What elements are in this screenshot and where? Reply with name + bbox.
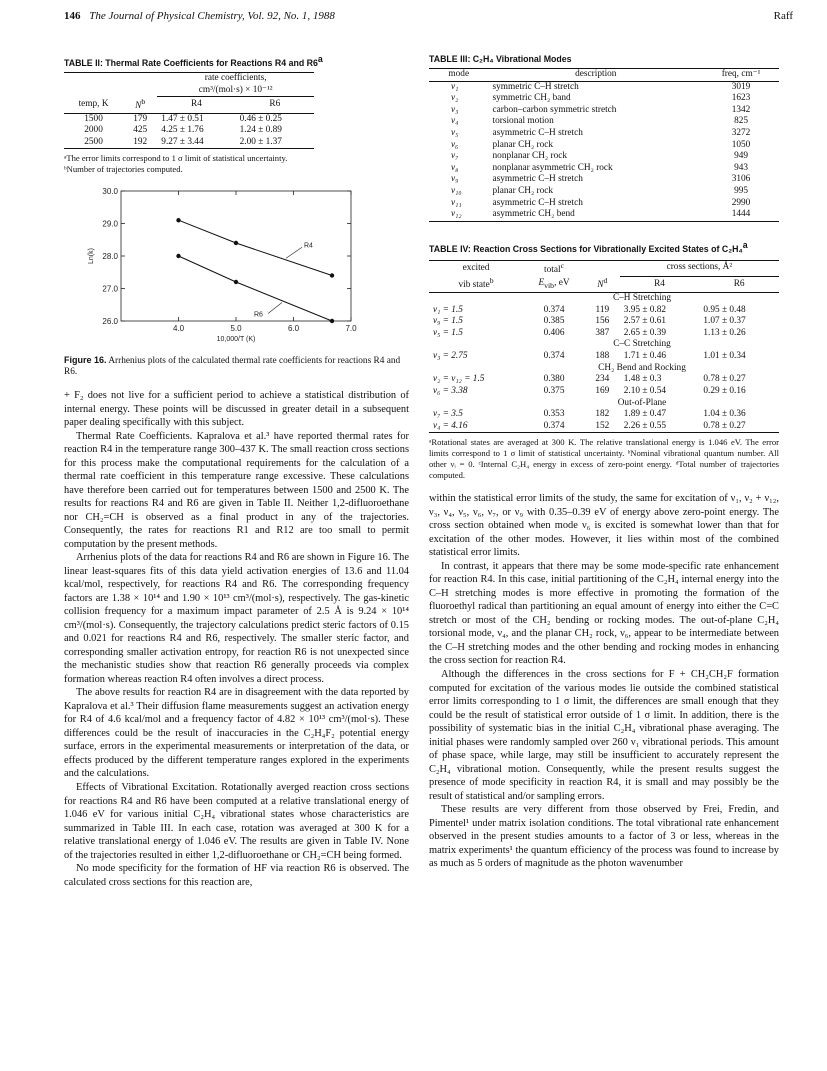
- table4-head-r4: R4: [654, 278, 665, 289]
- table-row: ν₉ asymmetric C–H stretch 3106: [451, 174, 751, 185]
- table2-col-r4: R4: [191, 99, 202, 110]
- table-row: ν₁ = 1.5 0.374 119 3.95 ± 0.82 0.95 ± 0.48: [433, 304, 746, 315]
- y-tick-label: 28.0: [102, 251, 118, 261]
- running-author: Raff: [773, 10, 793, 22]
- table3-title: C₂H₄ Vibrational Modes: [472, 54, 572, 64]
- paragraph: The above results for reaction R4 are in disagreement with the data reported by Kapralova et al.³ Their diffusion flame measurements suggest an activation energy for R4 of 4.6 kcal/mol and a frequency factor of 4.82 × 10¹³ cm³/(mol·s). These differences could be the result of inaccuracies in the C₂H₄F₂ potential energy surface, errors in the experimental measurements or interpretation of the data, or effects produced by the different temperature ranges explored in the experiments and the calculations.: [64, 687, 409, 780]
- figure16-label: Figure 16.: [64, 354, 107, 365]
- data-point-r6: [176, 254, 180, 258]
- y-tick-label: 26.0: [102, 316, 118, 326]
- paragraph: Effects of Vibrational Excitation. Rotationally averged reaction cross sections for reactions R4 and R6 have been computed at a relative translational energy of 1.046 eV for various initial C₂H₄ vibrational states whose characteristics are summarized in Table III. In each case, rotation was averaged at 300 K for a relative translational energy of 1.046 eV. The results are given in Table IV. None of the trajectories resulted in either 1,2-difluoroethane or CH₂=CH being formed.: [64, 781, 409, 861]
- table-row: ν₅ asymmetric C–H stretch 3272: [451, 128, 751, 139]
- table-row: ν₁ symmetric C–H stretch 3019: [451, 81, 751, 92]
- table3-col-desc: description: [575, 69, 617, 79]
- table2-label: TABLE II:: [64, 58, 103, 69]
- table-row: ν₃ = 2.75 0.374 188 1.71 ± 0.46 1.01 ± 0.34: [433, 351, 746, 362]
- table4-head-evib: $E_{vib}$, eV: [538, 277, 570, 290]
- data-point-r4: [330, 273, 334, 277]
- table2-caption: TABLE II: Thermal Rate Coefficients for Reactions R4 and R6$^a$: [64, 54, 323, 69]
- right-body-text: [429, 492, 779, 870]
- table4-head-vibstate: vib state$^b$: [458, 276, 494, 291]
- paragraph: No mode specificity for the formation of HF via reaction R6 is observed. The calculated cross sections for this reaction are,: [64, 863, 409, 888]
- table-row: ν₂ = ν₁₂ = 1.5 0.380 234 1.48 ± 0.3 0.78 ± 0.27: [433, 374, 746, 385]
- table2-units: cm³/(mol·s) × 10⁻¹²: [157, 85, 314, 97]
- table-group-heading: Out-of-Plane: [617, 397, 667, 408]
- table-row: ν₈ nonplanar asymmetric CH₂ rock 943: [451, 162, 749, 173]
- paragraph: within the statistical error limits of the study, the same for excitation of ν₁, ν₂ + ν₁₂, ν₃, ν₄, ν₅, ν₆, ν₇, or ν₉ with 0.35–0.39 eV of energy above zero-point energy. The cross section obtained when mode ν₆ is excited is somewhat lower than that for excitation of the other modes. However, it lies within most of the combined statistical error limits.: [429, 493, 779, 559]
- x-tick-label: 7.0: [345, 323, 357, 333]
- journal-title: The Journal of Physical Chemistry, Vol. 92, No. 1, 1988: [89, 10, 335, 22]
- figure16-caption: [64, 355, 409, 379]
- paragraph: Although the differences in the cross sections for F + CH₂CH₂F formation computed for excitation of the various modes lie outside the combined statistical error limits corresponding to 1 σ limit, the differences are small enough that they could be the result of statistical error outside of 1 σ limit. In addition, there is the possibility of systematic bias in the initial C₂H₄ vibrational phase averaging. The initial phases were randomly sampled over 260 ν₁ vibrational periods. This amount of phase space, while large, may still be insufficient to accurately represent the C₂H₄ vibrational motion. Consequently, while the present results suggest the presence of mode specificity in reaction R4, it is small and may possibly be the result of statistical and/or sampling errors.: [429, 668, 779, 802]
- table2-col-r6: R6: [269, 99, 281, 110]
- data-point-r6: [234, 280, 238, 284]
- table4-head-total: total$^c$: [544, 260, 565, 275]
- table-row: 2000 425 4.25 ± 1.76 1.24 ± 0.89: [84, 125, 282, 136]
- page-header: [64, 10, 793, 24]
- table-row: ν₉ = 1.5 0.385 156 2.57 ± 0.61 1.07 ± 0.37: [433, 316, 746, 327]
- table2-group-head: rate coefficients,: [204, 73, 267, 84]
- y-axis-label: Ln(k): [88, 247, 95, 264]
- series-label-r4: R4: [304, 242, 313, 250]
- table-row: 1500 179 1.47 ± 0.51 0.46 ± 0.25: [84, 113, 282, 124]
- table-row: ν₄ torsional motion 825: [451, 116, 749, 127]
- data-point-r4: [234, 241, 238, 245]
- table3-col-mode: mode: [448, 69, 470, 79]
- table3-label: TABLE III:: [429, 54, 471, 64]
- series-label-leader: [286, 247, 302, 258]
- table4-head-n: $N^d$: [597, 276, 608, 291]
- table-row: ν₃ carbon–carbon symmetric stretch 1342: [451, 104, 751, 115]
- table-row: ν₅ = 1.5 0.406 387 2.65 ± 0.39 1.13 ± 0.26: [433, 327, 746, 338]
- table-group-heading: C–H Stretching: [612, 293, 672, 304]
- series-label-leader: [268, 302, 282, 313]
- table2-col-temp: temp, K: [78, 98, 109, 109]
- paragraph: In contrast, it appears that there may be some mode-specific rate enhancement for reaction R4. In this case, initial partitioning of the C₂H₄ internal energy into the C–H stretching modes is more effective in promoting the formation of the fluoroethyl radical than partitioning an equal amount of energy into either the C=C stretch or most of the CH₂ bending or rocking modes. The out-of-plane C₂H₄ torsional mode, ν₄, and the planar CH₂ rock, ν₆, appear to be intermediate between the C–H stretching modes and the other bending and rocking modes in enhancing the cross section for reaction R4.: [429, 560, 779, 667]
- table4-label: TABLE IV:: [429, 244, 471, 255]
- table2-title: Thermal Rate Coefficients for Reactions R4 and R6: [105, 58, 318, 69]
- paragraph: These results are very different from those observed by Frei, Fredin, and Pimentel¹ under matrix isolation conditions. The total vibrational rate enhancement observed in the present studies amounts to a factor of 3 or less, whereas in the matrix experiments¹ the quantum efficiency of the process was found to increase by as much as 5 orders of magnitude as the photon wavenumber: [429, 804, 779, 870]
- table2: [64, 72, 314, 149]
- left-column: [64, 54, 409, 889]
- table4-head-cross: cross sections, Å²: [620, 260, 779, 276]
- y-tick-label: 29.0: [102, 219, 118, 229]
- table-row: ν₄ = 4.16 0.374 152 2.26 ± 0.55 0.78 ± 0.27: [429, 421, 779, 433]
- table2-footnotes: ᵃThe error limits correspond to 1 σ limit of statistical uncertainty. ᵇNumber of trajectories computed.: [64, 153, 288, 175]
- arrhenius-chart: [64, 183, 409, 351]
- table4-head-excited: excited: [462, 262, 490, 273]
- paragraph: Arrhenius plots of the data for reactions R4 and R6 are shown in Figure 16. The linear least-squares fits of this data yield activation energies of 13.6 and 11.04 kcal/mol, respectively, for reactions R4 and R6. The corresponding frequency factors are 1.38 × 10¹⁴ and 1.90 × 10¹³ cm³/(mol·s), respectively. The gas-kinetic collision frequency for a maximum impact parameter of 2.5 Å is 9.24 × 10¹⁴ cm³/(mol·s). Consequently, the trajectory calculations predict steric factors of 0.15 and 0.021 for reactions R4 and R6, respectively. The smaller steric factor, and corresponding smaller activation entropy, for reaction R6 is not unexpected since the mechanistic studies show that reaction R6 generally proceeds via complex formation whereas reaction R4 often involves a direct process.: [64, 552, 409, 685]
- table4-title: Reaction Cross Sections for Vibrationally Excited States of C₂H₄: [473, 244, 743, 255]
- series-label-r6: R6: [254, 311, 263, 319]
- table4-head-r6: R6: [733, 278, 745, 289]
- table-row: ν₆ planar CH₂ rock 1050: [451, 139, 751, 150]
- table4-body: [429, 293, 779, 433]
- table4-footnote: ᵃRotational states are averaged at 300 K. The relative translational energy is 1.046 eV. The error limits correspond to 1 σ limit of statistical uncertainty. ᵇNominal vibrational quantum number. All other νᵢ = 0. ᶜInternal C₂H₄ energy in excess of zero-point energy. ᵈTotal number of trajectories computed.: [429, 437, 779, 480]
- table-row: ν₇ nonplanar CH₂ rock 949: [451, 151, 749, 162]
- table-row: 2500 192 9.27 ± 3.44 2.00 ± 1.37: [64, 137, 314, 149]
- table-row: ν₆ = 3.38 0.375 169 2.10 ± 0.54 0.29 ± 0.16: [433, 385, 746, 396]
- table-group-heading: CH₂ Bend and Rocking: [598, 362, 686, 373]
- table3-col-freq: freq, cm⁻¹: [721, 69, 761, 79]
- table-row: ν₇ = 3.5 0.353 182 1.89 ± 0.47 1.04 ± 0.36: [433, 409, 746, 420]
- figure16: [64, 183, 409, 351]
- paragraph: Thermal Rate Coefficients. Kapralova et al.³ have reported thermal rates for reaction R4 in the temperature range 300–437 K. The small reaction cross sections for this process make the computational requirements for the calculation of a thermal rate coefficient in this temperature range excessive. These calculations have therefore been carried out for temperatures between 1500 and 2500 K. The results for reactions R4 and R6 are given in Table II. Neither 1,2-difluoroethane nor CH₂=CH is observed as a final product in any of the trajectories. Consequently, the rates for reactions R1 and R12 are too small to permit computation by the present methods.: [64, 430, 409, 550]
- table-row: ν₁₂ asymmetric CH₂ bend 1444: [429, 209, 779, 221]
- table4: [429, 260, 779, 434]
- x-tick-label: 4.0: [172, 323, 185, 333]
- data-point-r4: [176, 218, 180, 222]
- page-number: 146: [64, 10, 81, 22]
- data-point-r6: [330, 319, 334, 323]
- table-group-heading: C–C Stretching: [613, 339, 671, 350]
- table3-caption: [429, 54, 779, 65]
- y-tick-label: 30.0: [102, 186, 118, 196]
- left-body-text: [64, 389, 409, 889]
- paragraph: + F₂ does not live for a sufficient period to achieve a statistical distribution of internal energy. These points will be discussed in greater detail in a subsequent paper dealing specifically with this subject.: [64, 390, 409, 429]
- x-tick-label: 6.0: [287, 323, 300, 333]
- table-row: ν₁₁ asymmetric C–H stretch 2990: [451, 197, 751, 208]
- table3-body: [429, 81, 779, 221]
- table-row: ν₂ symmetric CH₂ band 1623: [451, 93, 751, 104]
- figure16-text: Arrhenius plots of the calculated thermal rate coefficients for reactions R4 and R6.: [64, 355, 401, 378]
- table-row: ν₁₀ planar CH₂ rock 995: [451, 186, 749, 197]
- x-tick-label: 5.0: [230, 323, 242, 333]
- plot-frame: [121, 191, 351, 321]
- x-axis-label: 10,000/T (K): [216, 335, 256, 343]
- table2-col-n: $N^b$: [135, 96, 146, 111]
- right-column: [429, 54, 779, 871]
- y-tick-label: 27.0: [102, 284, 118, 294]
- table4-caption: TABLE IV: Reaction Cross Sections for Vibrationally Excited States of C₂H₄$^a$: [429, 239, 748, 255]
- table3: [429, 68, 779, 222]
